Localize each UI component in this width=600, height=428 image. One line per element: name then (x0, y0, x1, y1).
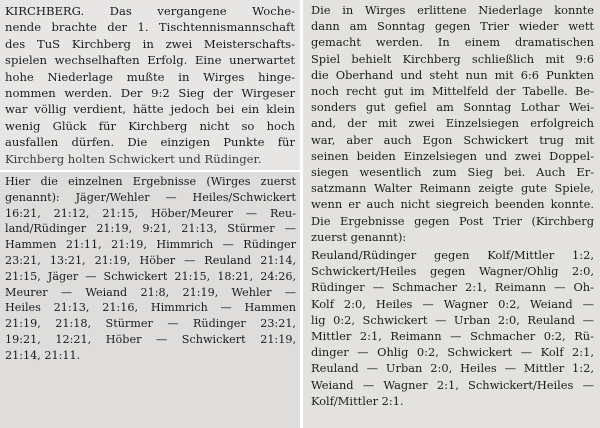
text-line: wenig Glück für Kirchberg nicht so hoch (5, 118, 295, 133)
text-line: Mittler 2:1, Reimann — Schmacher 0:2, Rü- (311, 329, 594, 344)
text-line: Meurer — Weiand 21:8, 21:19, Wehler — (5, 285, 296, 299)
text-line: Kolf 2:0, Heiles — Wagner 0:2, Weiand — (311, 296, 594, 311)
text-line: war, aber auch Egon Schwickert trug mit (311, 132, 594, 147)
text-line: gemacht werden. In einem dramatischen (311, 35, 594, 50)
wirges-results-column (0, 172, 300, 428)
trier-report-paragraph (311, 2, 594, 245)
text-line: spielen wechselhaften Erfolg. Eine unerwartet (5, 53, 295, 68)
text-line: zuerst genannt): (311, 229, 407, 244)
text-line: ausfallen dürfen. Die einzigen Punkte für (5, 135, 295, 150)
text-line: Reuland/Rüdinger gegen Kolf/Mittler 1:2, (311, 248, 594, 263)
text-line: Hier die einzelnen Ergebnisse (Wirges zuerst (5, 175, 296, 188)
text-line: 19:21, 12:21, Höber — Schwickert 21:19, (5, 332, 296, 346)
text-line: Hammen 21:11, 21:19, Himmrich — Rüdinger (5, 238, 296, 252)
text-line: des TuS Kirchberg in zwei Meisterschafts- (5, 36, 295, 51)
text-line: lig 0:2, Schwickert — Urban 2:0, Reuland — (311, 312, 594, 327)
text-line: and, der mit zwei Einzelsiegen erfolgreich (311, 116, 594, 131)
article-intro-column (0, 0, 300, 170)
text-line: Weiand — Wagner 2:1, Schwickert/Heiles — (311, 377, 594, 392)
text-line: Heiles 21:13, 21:16, Himmrich — Hammen (5, 301, 296, 315)
text-line: 16:21, 21:12, 21:15, Höber/Meurer — Reu- (5, 206, 296, 220)
text-line: dann am Sonntag gegen Trier wieder wett (311, 19, 594, 34)
text-line: 21:14, 21:11. (5, 348, 81, 362)
trier-results-paragraph (311, 247, 594, 409)
text-line: noch recht gut im Mittelfeld der Tabelle. Be- (311, 84, 594, 99)
text-line: 21:15, Jäger — Schwickert 21:15, 18:21, 24:26, (5, 269, 296, 283)
text-line: KIRCHBERG. Das vergangene Woche- (5, 4, 295, 18)
text-line: Schwickert/Heiles gegen Wagner/Ohlig 2:0, (311, 264, 594, 279)
text-line: Die in Wirges erlittene Niederlage konnte (311, 3, 594, 17)
text-line: Rüdinger — Schmacher 2:1, Reimann — Oh- (311, 280, 594, 295)
text-line: land/Rüdinger 21:19, 9:21, 21:13, Stürmer — (5, 222, 296, 236)
text-line: nende brachte der 1. Tischtennismannschaft (5, 20, 295, 35)
wirges-results-paragraph (5, 174, 296, 364)
text-line: 21:19, 21:18, Stürmer — Rüdinger 23:21, (5, 317, 296, 331)
text-line: dinger — Ohlig 0:2, Schwickert — Kolf 2:1, (311, 345, 594, 360)
article-intro-paragraph (5, 3, 295, 167)
text-line: siegen wesentlich zum Sieg bei. Auch Er- (311, 165, 594, 180)
text-line: war völlig verdient, hätte jedoch bei ein klein (5, 102, 295, 117)
text-line: Spiel behielt Kirchberg schließlich mit 9:6 (311, 51, 594, 66)
text-line: satzmann Walter Reimann zeigte gute Spiele, (311, 181, 594, 196)
text-line: Die Ergebnisse gegen Post Trier (Kirchberg (311, 213, 594, 228)
text-line: die Oberhand und steht nun mit 6:6 Punkten (311, 67, 594, 82)
trier-match-column (303, 0, 600, 428)
text-line: hohe Niederlage mußte in Wirges hinge- (5, 69, 295, 84)
text-line: Kolf/Mittler 2:1. (311, 393, 404, 408)
text-line: Kirchberg holten Schwickert und Rüdinger. (5, 151, 262, 166)
text-line: sonders gut gefiel am Sonntag Lothar Wei- (311, 100, 594, 115)
text-line: genannt): Jäger/Wehler — Heiles/Schwickert (5, 190, 296, 204)
text-line: Reuland — Urban 2:0, Heiles — Mittler 1:2, (311, 361, 594, 376)
text-line: seinen beiden Einzelsiegen und zwei Doppel- (311, 148, 594, 163)
text-line: wenn er auch nicht siegreich beenden konnte. (311, 197, 594, 212)
text-line: nommen werden. Der 9:2 Sieg der Wirgeser (5, 86, 295, 101)
text-line: 23:21, 13:21, 21:19, Höber — Reuland 21:14, (5, 253, 296, 267)
